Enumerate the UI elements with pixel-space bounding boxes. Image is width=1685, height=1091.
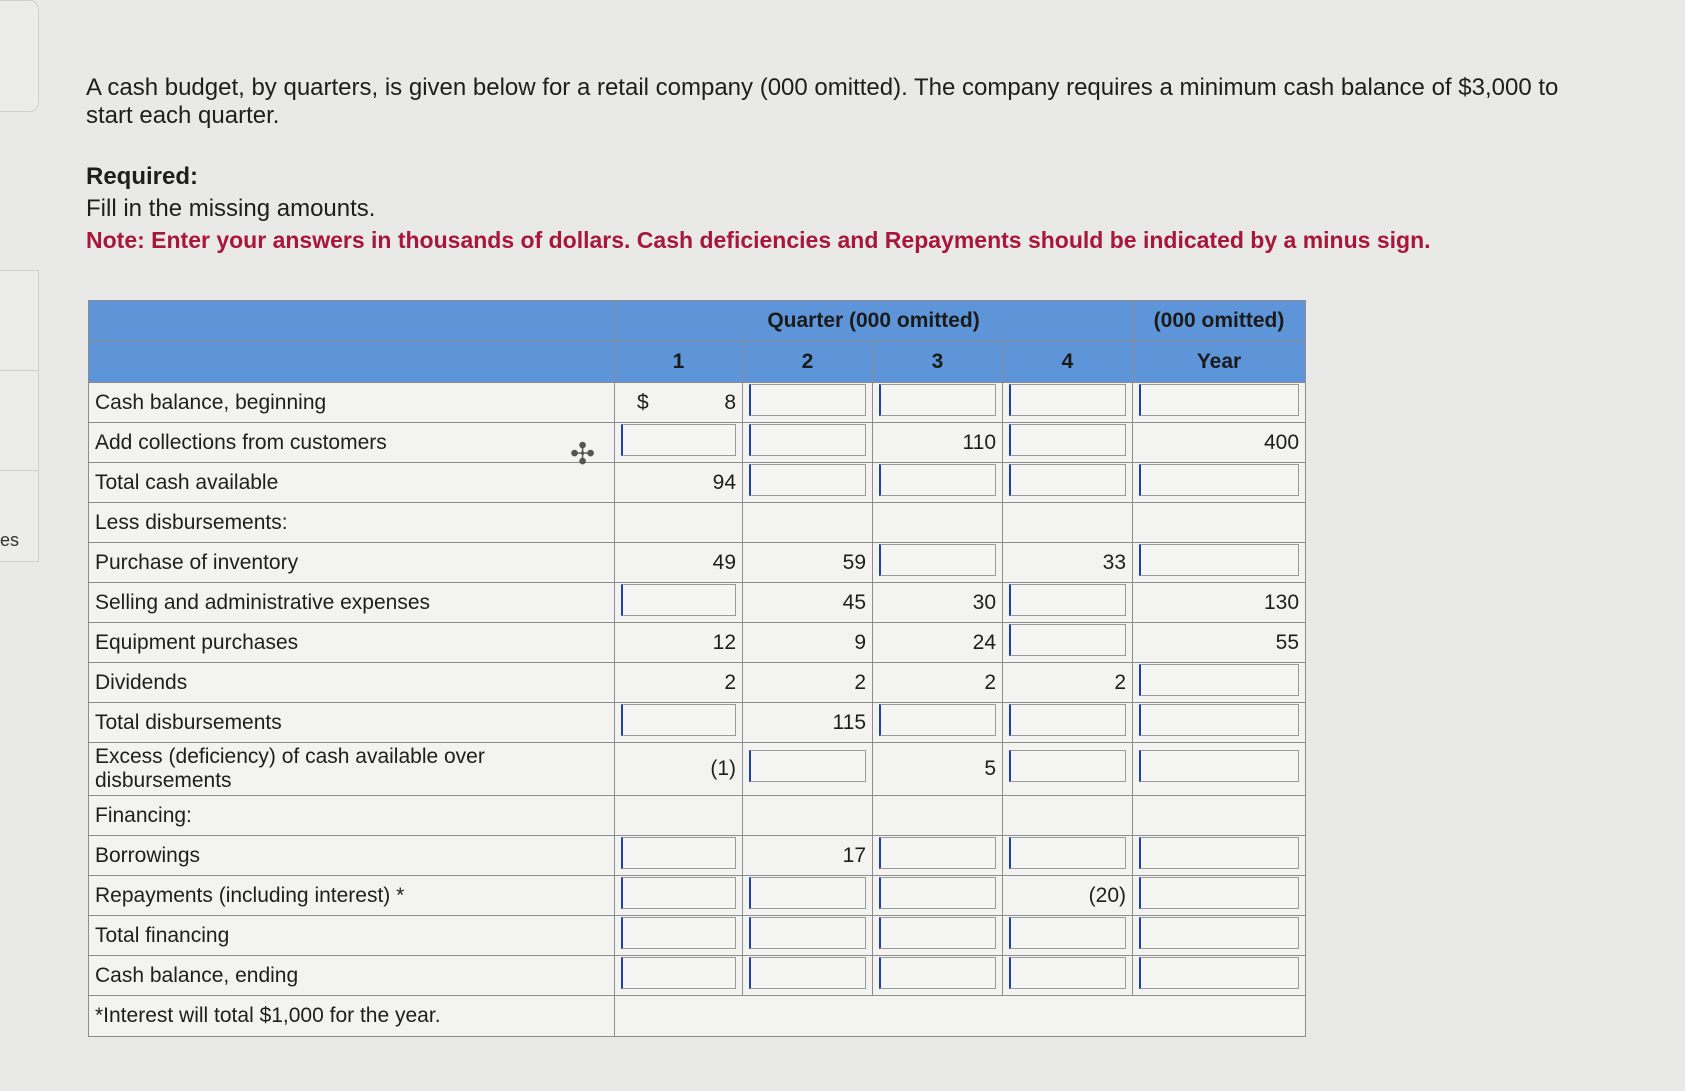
plus-cursor-icon: ✣ — [570, 438, 596, 471]
answer-input[interactable] — [873, 383, 1003, 423]
value-cell — [873, 623, 1003, 663]
cell-value: 2 — [724, 670, 736, 694]
value-cell — [1133, 623, 1306, 663]
answer-input[interactable] — [1133, 836, 1306, 876]
row-label: Purchase of inventory — [89, 543, 615, 583]
answer-input[interactable] — [1003, 956, 1133, 996]
answer-input-box[interactable] — [879, 917, 996, 949]
answer-input-box[interactable] — [879, 704, 996, 736]
answer-input[interactable] — [873, 876, 1003, 916]
value-cell — [1003, 876, 1133, 916]
answer-input[interactable] — [1133, 703, 1306, 743]
answer-input-box[interactable] — [621, 877, 736, 909]
answer-input-box[interactable] — [1009, 584, 1126, 616]
answer-input[interactable] — [1003, 463, 1133, 503]
cell-value: 59 — [842, 550, 866, 574]
answer-input[interactable] — [615, 916, 743, 956]
answer-input[interactable] — [1003, 916, 1133, 956]
answer-input[interactable] — [873, 463, 1003, 503]
answer-input[interactable] — [1133, 663, 1306, 703]
row-label: Equipment purchases — [89, 623, 615, 663]
answer-input[interactable] — [1003, 623, 1133, 663]
value-cell — [743, 703, 873, 743]
answer-input[interactable] — [615, 956, 743, 996]
header-col-year: Year — [1133, 342, 1306, 383]
row-label: Selling and administrative expenses — [89, 583, 615, 623]
answer-input-box[interactable] — [749, 877, 866, 909]
table-row — [89, 956, 1306, 996]
answer-input[interactable] — [615, 423, 743, 463]
answer-input[interactable] — [1003, 703, 1133, 743]
table-row — [89, 743, 1306, 796]
table-row — [89, 836, 1306, 876]
row-label: Financing: — [89, 796, 615, 836]
answer-input[interactable] — [1133, 383, 1306, 423]
row-label: Total financing — [89, 916, 615, 956]
value-cell — [615, 503, 743, 543]
value-cell — [615, 543, 743, 583]
header-blank — [89, 301, 615, 342]
value-cell — [873, 663, 1003, 703]
header-col-3: 3 — [873, 342, 1003, 383]
table-row — [89, 583, 1306, 623]
answer-input[interactable] — [1133, 543, 1306, 583]
value-cell — [873, 743, 1003, 796]
value-cell — [873, 503, 1003, 543]
value-cell — [1003, 796, 1133, 836]
cell-value: 2 — [1114, 670, 1127, 694]
table-row — [89, 703, 1306, 743]
intro-text: A cash budget, by quarters, is given below for a retail company (000 omitted). The company requires a minimum cash balance of $3,000 to start each quarter. — [86, 74, 1559, 129]
row-label: Cash balance, ending — [89, 956, 615, 996]
required-body: Fill in the missing amounts. — [86, 195, 376, 222]
cell-value: 49 — [712, 550, 736, 574]
cell-value: 94 — [712, 470, 736, 494]
footnote-row — [89, 996, 1306, 1037]
answer-input[interactable] — [1003, 583, 1133, 623]
answer-input-box[interactable] — [879, 877, 996, 909]
answer-input-box[interactable] — [1009, 750, 1126, 782]
answer-input-box[interactable] — [1009, 384, 1126, 416]
answer-input[interactable] — [743, 463, 873, 503]
value-cell — [1003, 663, 1133, 703]
cell-value: (1) — [710, 757, 736, 780]
answer-input-box[interactable] — [1139, 877, 1299, 909]
cell-value: 9 — [854, 630, 866, 654]
table-row — [89, 623, 1306, 663]
answer-input-box[interactable] — [621, 424, 736, 456]
answer-input-box[interactable] — [749, 464, 866, 496]
cell-value: 2 — [984, 670, 996, 694]
value-cell — [1133, 583, 1306, 623]
row-label: Excess (deficiency) of cash available over disbursements — [89, 743, 615, 796]
cell-value: 110 — [962, 430, 996, 454]
value-cell — [615, 663, 743, 703]
answer-input[interactable] — [743, 423, 873, 463]
cell-value: 30 — [972, 590, 996, 614]
table-row — [89, 423, 1306, 463]
value-cell — [873, 583, 1003, 623]
value-cell — [615, 383, 743, 423]
header-col-4: 4 — [1003, 342, 1133, 383]
answer-input-box[interactable] — [621, 837, 736, 869]
left-edge-tab — [0, 370, 39, 472]
cell-value: 17 — [842, 843, 866, 867]
answer-input-box[interactable] — [1139, 384, 1299, 416]
answer-input-box[interactable] — [1139, 464, 1299, 496]
answer-input-box[interactable] — [1139, 750, 1299, 782]
answer-input[interactable] — [1133, 916, 1306, 956]
value-cell — [743, 543, 873, 583]
table-row — [89, 663, 1306, 703]
answer-input-box[interactable] — [749, 750, 866, 782]
cell-value: 115 — [832, 710, 866, 734]
answer-input-box[interactable] — [1139, 544, 1299, 576]
cell-value: 400 — [1263, 430, 1300, 454]
value-cell — [615, 743, 743, 796]
value-cell — [743, 663, 873, 703]
value-cell — [1133, 796, 1306, 836]
answer-input[interactable] — [1003, 743, 1133, 796]
answer-input[interactable] — [873, 703, 1003, 743]
cell-value: 33 — [1102, 550, 1127, 574]
value-cell — [873, 423, 1003, 463]
answer-input-box[interactable] — [879, 384, 996, 416]
answer-input[interactable] — [743, 956, 873, 996]
answer-input-box[interactable] — [1009, 424, 1126, 456]
value-cell — [615, 623, 743, 663]
answer-input[interactable] — [743, 916, 873, 956]
answer-input-box[interactable] — [879, 464, 996, 496]
value-cell — [1133, 503, 1306, 543]
header-col-2: 2 — [743, 342, 873, 383]
value-cell — [873, 796, 1003, 836]
answer-input[interactable] — [743, 743, 873, 796]
table-row — [89, 463, 1306, 503]
header-year-group: (000 omitted) — [1133, 301, 1306, 342]
answer-input-box[interactable] — [1139, 704, 1299, 736]
left-edge-tab — [0, 0, 39, 112]
row-label: Total disbursements — [89, 703, 615, 743]
cell-value: 5 — [984, 757, 996, 780]
table-row — [89, 876, 1306, 916]
value-cell — [1133, 423, 1306, 463]
table-row — [89, 796, 1306, 836]
cell-value: 45 — [842, 590, 866, 614]
cell-value: 55 — [1275, 630, 1300, 654]
answer-input-box[interactable] — [1139, 917, 1299, 949]
cell-value: 2 — [854, 670, 866, 694]
value-cell — [743, 796, 873, 836]
note-text: Note: Enter your answers in thousands of dollars. Cash deficiencies and Repayments should be indicated by a minus sign. — [86, 227, 1431, 253]
answer-input[interactable] — [1003, 383, 1133, 423]
answer-input-box[interactable] — [749, 917, 866, 949]
answer-input[interactable] — [1133, 463, 1306, 503]
footnote: *Interest will total $1,000 for the year. — [89, 996, 615, 1037]
row-label: Add collections from customers — [89, 423, 615, 463]
row-label: Cash balance, beginning — [89, 383, 615, 423]
row-label: Dividends — [89, 663, 615, 703]
answer-input[interactable] — [615, 836, 743, 876]
row-label: Repayments (including interest) * — [89, 876, 615, 916]
answer-input-box[interactable] — [621, 957, 736, 989]
answer-input[interactable] — [873, 836, 1003, 876]
answer-input[interactable] — [1003, 423, 1133, 463]
answer-input-box[interactable] — [621, 584, 736, 616]
answer-input[interactable] — [873, 543, 1003, 583]
cell-value: (20) — [1088, 883, 1127, 907]
answer-input-box[interactable] — [879, 544, 996, 576]
answer-input[interactable] — [873, 916, 1003, 956]
answer-input-box[interactable] — [1009, 704, 1126, 736]
answer-input-box[interactable] — [879, 957, 996, 989]
cell-value: 8 — [724, 390, 736, 414]
value-cell — [615, 463, 743, 503]
answer-input[interactable] — [1133, 743, 1306, 796]
answer-input-box[interactable] — [1009, 917, 1126, 949]
answer-input[interactable] — [615, 876, 743, 916]
answer-input-box[interactable] — [749, 957, 866, 989]
answer-input-box[interactable] — [879, 837, 996, 869]
answer-input[interactable] — [743, 383, 873, 423]
answer-input-box[interactable] — [749, 384, 866, 416]
cell-value: 130 — [1263, 590, 1300, 614]
value-cell — [743, 583, 873, 623]
currency-symbol: $ — [637, 391, 649, 414]
footnote-empty — [615, 996, 1306, 1037]
header-col-1: 1 — [615, 342, 743, 383]
answer-input[interactable] — [1133, 876, 1306, 916]
answer-input[interactable] — [615, 583, 743, 623]
cell-value: 12 — [712, 630, 736, 654]
answer-input-box[interactable] — [1009, 464, 1126, 496]
row-label: Less disbursements: — [89, 503, 615, 543]
answer-input[interactable] — [743, 876, 873, 916]
header-quarter-group: Quarter (000 omitted) — [615, 301, 1133, 342]
row-label: Total cash available — [89, 463, 615, 503]
answer-input-box[interactable] — [1139, 664, 1299, 696]
value-cell — [615, 796, 743, 836]
answer-input-box[interactable] — [1139, 957, 1299, 989]
answer-input-box[interactable] — [621, 704, 736, 736]
answer-input-box[interactable] — [749, 424, 866, 456]
answer-input[interactable] — [615, 703, 743, 743]
cash-budget-table — [88, 300, 1306, 1037]
table-row — [89, 503, 1306, 543]
answer-input-box[interactable] — [1139, 837, 1299, 869]
answer-input[interactable] — [873, 956, 1003, 996]
answer-input-box[interactable] — [621, 917, 736, 949]
value-cell — [743, 623, 873, 663]
answer-input[interactable] — [1003, 836, 1133, 876]
table-row — [89, 383, 1306, 423]
answer-input-box[interactable] — [1009, 624, 1126, 656]
cell-value: 24 — [972, 630, 996, 654]
value-cell — [1003, 543, 1133, 583]
required-heading: Required: — [86, 163, 199, 190]
row-label: Borrowings — [89, 836, 615, 876]
left-edge-tab — [0, 270, 39, 372]
table-row — [89, 543, 1306, 583]
answer-input[interactable] — [1133, 956, 1306, 996]
header-blank — [89, 342, 615, 383]
table-row — [89, 916, 1306, 956]
value-cell — [743, 503, 873, 543]
value-cell — [1003, 503, 1133, 543]
answer-input-box[interactable] — [1009, 957, 1126, 989]
edge-text: es — [0, 530, 20, 550]
answer-input-box[interactable] — [1009, 837, 1126, 869]
value-cell — [743, 836, 873, 876]
